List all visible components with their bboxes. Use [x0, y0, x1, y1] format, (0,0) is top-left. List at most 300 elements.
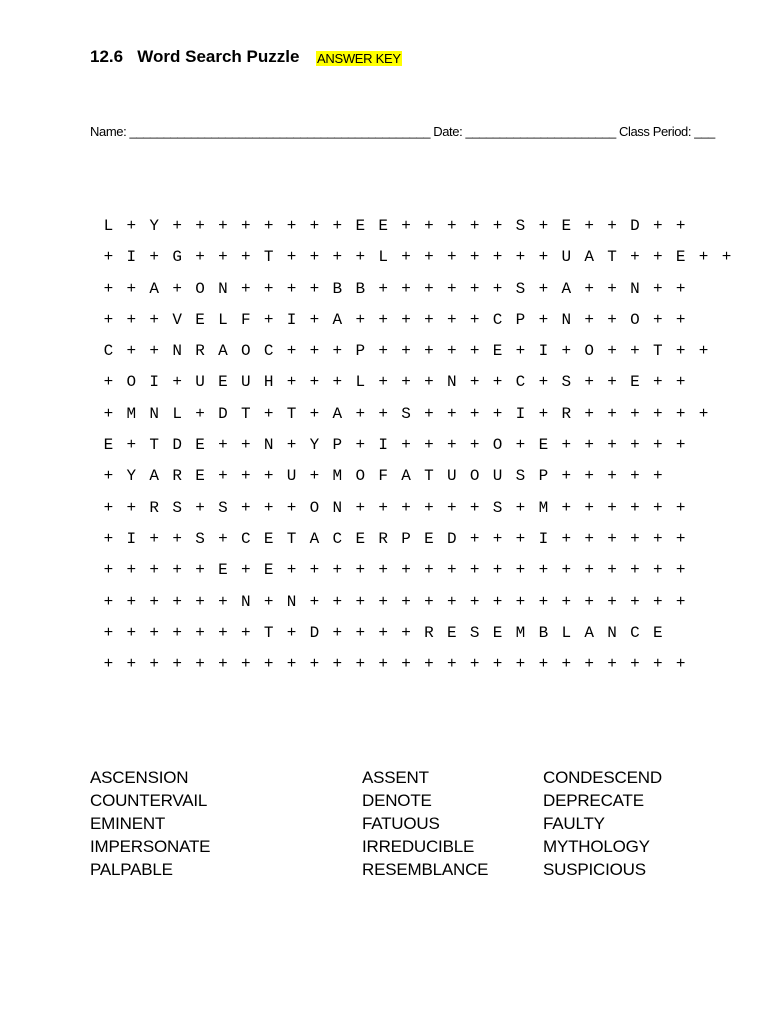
grid-row [97, 276, 738, 307]
grid-cell: + [607, 655, 617, 674]
grid-cell: + [332, 592, 343, 611]
grid-cell: + [561, 342, 572, 361]
grid-cell: + [538, 279, 549, 298]
grid-cell: + [607, 310, 617, 329]
grid-cell: H [263, 373, 274, 392]
grid-cell: B [538, 623, 549, 642]
grid-cell: + [538, 248, 549, 267]
grid-cell: + [675, 436, 686, 455]
grid-cell: + [172, 655, 182, 674]
grid-cell: + [103, 655, 114, 674]
grid-cell: O [355, 467, 366, 486]
grid-cell: + [447, 217, 457, 235]
grid-cell: S [561, 373, 572, 392]
grid-cell: + [172, 217, 182, 235]
grid-cell: + [584, 561, 594, 580]
grid-cell: + [492, 373, 503, 392]
word-list-item: EMINENT [90, 814, 166, 833]
grid-cell: E [263, 529, 274, 548]
grid-cell: + [240, 655, 251, 674]
grid-cell: N [332, 498, 343, 517]
grid-cell: + [675, 592, 686, 611]
grid-cell: + [630, 592, 640, 611]
grid-cell: N [149, 404, 160, 423]
grid-cell: O [195, 279, 205, 298]
grid-cell: + [653, 404, 663, 423]
grid-cell: + [653, 561, 663, 580]
grid-cell: + [584, 529, 594, 548]
grid-cell: + [355, 248, 366, 267]
grid-cell: + [401, 248, 411, 267]
grid-cell: P [515, 310, 526, 329]
grid-cell: A [584, 248, 594, 267]
grid-cell: + [103, 498, 114, 517]
grid-cell: + [424, 498, 434, 517]
grid-cell: Y [309, 436, 320, 455]
grid-cell: + [103, 404, 114, 423]
grid-cell: E [378, 217, 388, 235]
grid-cell: + [469, 217, 480, 235]
grid-cell: + [240, 248, 251, 267]
grid-cell: + [218, 436, 228, 455]
grid-cell: + [355, 623, 366, 642]
grid-cell: + [492, 279, 503, 298]
grid-cell: A [149, 279, 160, 298]
grid-cell: + [355, 592, 366, 611]
grid-row [97, 557, 738, 588]
grid-cell: E [195, 436, 205, 455]
grid-cell: N [286, 592, 297, 611]
grid-cell: + [309, 467, 320, 486]
grid-cell: + [653, 217, 663, 235]
grid-cell: + [469, 248, 480, 267]
grid-cell: D [447, 529, 457, 548]
grid-cell: + [698, 342, 709, 361]
grid-cell: N [607, 623, 617, 642]
grid-cell: + [630, 529, 640, 548]
grid-cell: + [355, 310, 366, 329]
grid-row [97, 338, 738, 369]
grid-cell: + [447, 404, 457, 423]
grid-cell: + [401, 310, 411, 329]
grid-row [97, 432, 738, 463]
grid-cell: + [332, 342, 343, 361]
grid-cell: O [240, 342, 251, 361]
grid-cell: + [263, 310, 274, 329]
grid-cell: + [263, 467, 274, 486]
grid-cell: + [240, 436, 251, 455]
grid-cell: + [149, 342, 160, 361]
grid-cell: + [309, 373, 320, 392]
grid-cell: + [401, 498, 411, 517]
answer-key-label: ANSWER KEY [317, 51, 401, 66]
grid-cell: L [218, 310, 228, 329]
grid-cell: + [469, 436, 480, 455]
grid-cell: + [492, 561, 503, 580]
grid-cell: L [378, 248, 388, 267]
grid-cell: + [721, 248, 732, 267]
grid-cell: + [286, 217, 297, 235]
grid-cell: + [538, 404, 549, 423]
grid-cell: + [401, 279, 411, 298]
student-info-line: Name: ____________________________________________ Date: ______________________ Class Period: ___ [90, 124, 715, 139]
grid-cell: + [698, 404, 709, 423]
grid-cell: E [630, 373, 640, 392]
word-list-column-2 [362, 766, 488, 881]
grid-cell: + [332, 655, 343, 674]
grid-cell: + [401, 561, 411, 580]
grid-cell: + [218, 592, 228, 611]
grid-cell: + [172, 561, 182, 580]
grid-cell: E [492, 342, 503, 361]
grid-cell: + [584, 655, 594, 674]
grid-cell: + [515, 529, 526, 548]
grid-cell: E [355, 529, 366, 548]
grid-cell: + [675, 310, 686, 329]
grid-cell: I [538, 342, 549, 361]
grid-cell: + [401, 342, 411, 361]
grid-cell: O [126, 373, 137, 392]
word-list-item: IRREDUCIBLE [362, 837, 475, 856]
grid-cell: + [424, 436, 434, 455]
grid-cell: C [492, 310, 503, 329]
grid-cell: + [538, 217, 549, 235]
grid-cell: I [378, 436, 388, 455]
grid-cell: T [263, 623, 274, 642]
grid-cell: C [103, 342, 114, 361]
grid-cell: I [126, 248, 137, 267]
grid-cell: + [630, 561, 640, 580]
grid-cell: + [401, 217, 411, 235]
word-list-column-3 [543, 766, 662, 881]
grid-cell: + [378, 342, 388, 361]
grid-cell: R [195, 342, 205, 361]
grid-cell: + [126, 342, 137, 361]
grid-cell: + [515, 342, 526, 361]
grid-cell: + [401, 655, 411, 674]
grid-cell: + [424, 342, 434, 361]
grid-cell: + [447, 279, 457, 298]
grid-cell: D [309, 623, 320, 642]
grid-cell: + [653, 529, 663, 548]
grid-cell: S [515, 279, 526, 298]
word-list-item: FAULTY [543, 814, 605, 833]
grid-cell: + [309, 561, 320, 580]
grid-cell: + [538, 592, 549, 611]
grid-cell: + [469, 529, 480, 548]
grid-cell: U [492, 467, 503, 486]
word-list-item: MYTHOLOGY [543, 837, 650, 856]
grid-cell: + [607, 592, 617, 611]
grid-cell: + [149, 248, 160, 267]
grid-cell: E [195, 310, 205, 329]
grid-cell: Y [126, 467, 137, 486]
grid-cell: + [469, 373, 480, 392]
grid-cell: + [240, 498, 251, 517]
grid-cell: + [447, 436, 457, 455]
grid-cell: + [309, 310, 320, 329]
grid-cell: + [607, 373, 617, 392]
grid-cell: + [607, 217, 617, 235]
grid-cell: + [584, 467, 594, 486]
grid-cell: + [378, 373, 388, 392]
grid-cell: N [240, 592, 251, 611]
grid-cell: I [538, 529, 549, 548]
grid-cell: E [561, 217, 572, 235]
grid-row [97, 651, 738, 682]
grid-cell: + [607, 561, 617, 580]
grid-cell: + [240, 217, 251, 235]
grid-cell: + [195, 623, 205, 642]
grid-cell: + [332, 561, 343, 580]
grid-cell: E [355, 217, 366, 235]
grid-cell: + [309, 655, 320, 674]
grid-cell: + [195, 592, 205, 611]
grid-cell: N [263, 436, 274, 455]
grid-row [97, 495, 738, 526]
grid-cell: + [286, 436, 297, 455]
grid-cell: T [286, 404, 297, 423]
word-list-item: SUSPICIOUS [543, 860, 646, 879]
grid-cell: + [103, 279, 114, 298]
grid-row [97, 213, 738, 244]
grid-cell: + [309, 279, 320, 298]
grid-cell: E [653, 623, 663, 642]
grid-cell: M [332, 467, 343, 486]
grid-cell: O [584, 342, 594, 361]
grid-cell: N [218, 279, 228, 298]
grid-cell: + [309, 342, 320, 361]
grid-cell: + [172, 279, 182, 298]
grid-cell: + [653, 592, 663, 611]
grid-cell: + [103, 373, 114, 392]
grid-cell: + [309, 217, 320, 235]
grid-cell: + [469, 655, 480, 674]
grid-cell: + [630, 498, 640, 517]
grid-cell: + [515, 561, 526, 580]
grid-cell: + [240, 279, 251, 298]
grid-cell: N [172, 342, 182, 361]
grid-cell: + [469, 592, 480, 611]
grid-cell: S [172, 498, 182, 517]
grid-cell: G [172, 248, 182, 267]
grid-cell: + [424, 561, 434, 580]
grid-cell: I [286, 310, 297, 329]
grid-cell: I [515, 404, 526, 423]
grid-cell: + [424, 655, 434, 674]
grid-cell: + [378, 279, 388, 298]
grid-cell: A [332, 404, 343, 423]
word-list-item: PALPABLE [90, 860, 173, 879]
grid-cell: + [538, 561, 549, 580]
grid-cell: + [584, 217, 594, 235]
grid-row [97, 463, 738, 494]
grid-cell: + [378, 592, 388, 611]
word-list-item: RESEMBLANCE [362, 860, 489, 879]
grid-cell: P [355, 342, 366, 361]
grid-cell: A [584, 623, 594, 642]
grid-cell: L [172, 404, 182, 423]
grid-cell: + [424, 310, 434, 329]
word-list-item: IMPERSONATE [90, 837, 211, 856]
grid-cell: + [309, 592, 320, 611]
grid-cell: + [172, 529, 182, 548]
grid-row [97, 244, 738, 275]
grid-cell: + [492, 592, 503, 611]
grid-cell: + [492, 655, 503, 674]
page-title: 12.6 Word Search Puzzle [90, 47, 300, 66]
grid-cell: + [469, 279, 480, 298]
grid-cell: E [195, 467, 205, 486]
grid-cell: A [332, 310, 343, 329]
grid-cell: + [172, 623, 182, 642]
grid-row [97, 526, 738, 557]
grid-cell: E [538, 436, 549, 455]
grid-cell: + [240, 467, 251, 486]
grid-cell: + [561, 498, 572, 517]
grid-cell: + [561, 436, 572, 455]
grid-cell: + [355, 436, 366, 455]
grid-cell: E [103, 436, 114, 455]
grid-cell: + [675, 561, 686, 580]
grid-cell: A [218, 342, 228, 361]
grid-cell: + [653, 436, 663, 455]
grid-cell: O [469, 467, 480, 486]
grid-cell: + [286, 498, 297, 517]
grid-cell: + [103, 529, 114, 548]
grid-cell: + [424, 248, 434, 267]
grid-cell: + [584, 498, 594, 517]
grid-cell: + [218, 248, 228, 267]
grid-cell: L [103, 217, 114, 235]
grid-cell: + [630, 467, 640, 486]
grid-cell: N [630, 279, 640, 298]
grid-cell: + [584, 592, 594, 611]
grid-cell: O [630, 310, 640, 329]
grid-cell: A [561, 279, 572, 298]
grid-cell: + [263, 498, 274, 517]
grid-cell: + [584, 279, 594, 298]
grid-cell: + [286, 279, 297, 298]
grid-cell: + [218, 623, 228, 642]
grid-cell: + [538, 373, 549, 392]
grid-cell: + [447, 592, 457, 611]
grid-cell: + [561, 467, 572, 486]
grid-cell: F [240, 310, 251, 329]
grid-cell: + [172, 592, 182, 611]
grid-row [97, 589, 738, 620]
grid-cell: + [675, 529, 686, 548]
grid-cell: + [561, 655, 572, 674]
grid-cell: + [698, 248, 709, 267]
grid-cell: C [515, 373, 526, 392]
grid-cell: U [195, 373, 205, 392]
grid-cell: O [492, 436, 503, 455]
grid-cell: + [607, 467, 617, 486]
grid-cell: + [469, 310, 480, 329]
grid-cell: + [240, 561, 251, 580]
grid-cell: E [492, 623, 503, 642]
grid-cell: + [263, 655, 274, 674]
grid-cell: F [378, 467, 388, 486]
grid-cell: L [561, 623, 572, 642]
grid-cell: + [332, 623, 343, 642]
grid-cell: + [630, 404, 640, 423]
grid-cell: + [126, 498, 137, 517]
grid-cell: S [469, 623, 480, 642]
word-list-item: DENOTE [362, 791, 432, 810]
grid-cell: + [401, 373, 411, 392]
grid-cell: R [149, 498, 160, 517]
grid-row [97, 401, 738, 432]
grid-cell: N [447, 373, 457, 392]
grid-cell: + [424, 217, 434, 235]
grid-cell: R [424, 623, 434, 642]
grid-cell: U [240, 373, 251, 392]
grid-cell: + [607, 529, 617, 548]
grid-cell: + [355, 498, 366, 517]
grid-cell: D [172, 436, 182, 455]
grid-cell: + [378, 561, 388, 580]
grid-cell: + [240, 623, 251, 642]
grid-cell: + [607, 279, 617, 298]
grid-cell: C [263, 342, 274, 361]
grid-cell: E [263, 561, 274, 580]
grid-cell: + [584, 404, 594, 423]
grid-cell: + [469, 342, 480, 361]
grid-cell: + [447, 561, 457, 580]
grid-cell: + [424, 373, 434, 392]
grid-row [97, 620, 738, 651]
grid-cell: E [218, 561, 228, 580]
grid-cell: + [355, 655, 366, 674]
grid-cell: + [424, 404, 434, 423]
grid-row [97, 369, 738, 400]
grid-cell: + [195, 561, 205, 580]
grid-cell: + [584, 373, 594, 392]
grid-cell: + [126, 436, 137, 455]
grid-cell: + [675, 217, 686, 235]
grid-cell: + [195, 248, 205, 267]
grid-cell: + [332, 248, 343, 267]
grid-cell: B [332, 279, 343, 298]
grid-cell: T [240, 404, 251, 423]
grid-cell: + [401, 436, 411, 455]
grid-cell: + [607, 436, 617, 455]
grid-cell: R [172, 467, 182, 486]
grid-cell: + [263, 592, 274, 611]
grid-cell: + [286, 373, 297, 392]
grid-cell: + [149, 655, 160, 674]
grid-cell: + [653, 498, 663, 517]
grid-cell: + [607, 404, 617, 423]
grid-cell: + [401, 592, 411, 611]
grid-cell: S [195, 529, 205, 548]
grid-cell: + [195, 404, 205, 423]
grid-cell: S [218, 498, 228, 517]
grid-cell: I [149, 373, 160, 392]
grid-cell: + [447, 498, 457, 517]
grid-cell: + [447, 655, 457, 674]
grid-cell: P [332, 436, 343, 455]
grid-cell: D [218, 404, 228, 423]
grid-cell: + [195, 655, 205, 674]
grid-cell: + [218, 217, 228, 235]
grid-cell: + [607, 498, 617, 517]
grid-cell: + [195, 217, 205, 235]
grid-cell: + [126, 561, 137, 580]
grid-cell: + [126, 623, 137, 642]
